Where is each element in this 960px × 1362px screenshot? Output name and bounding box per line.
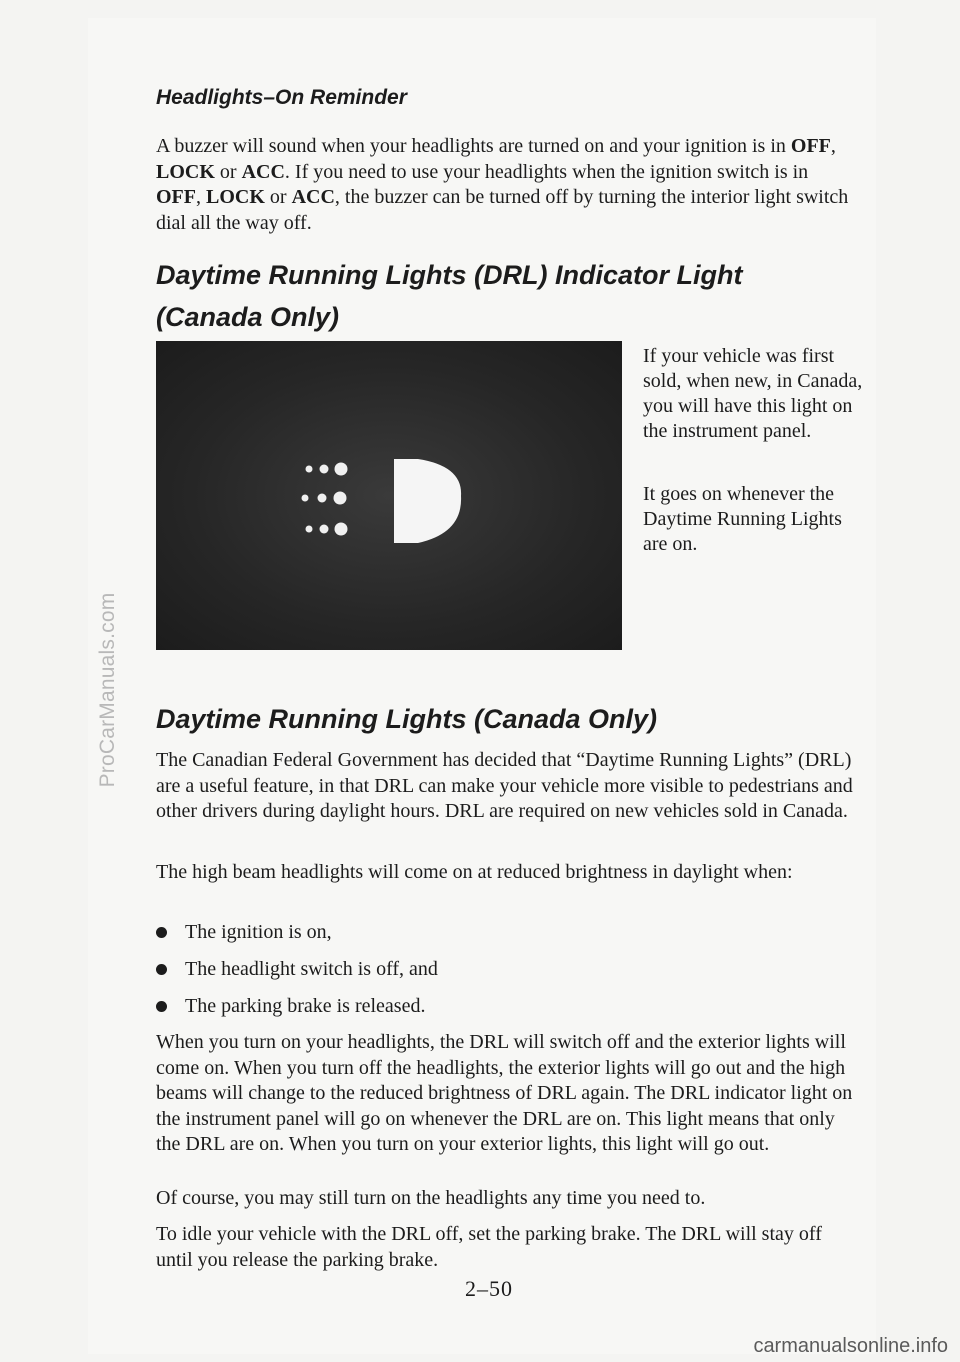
drl-indicator-icon <box>156 341 622 650</box>
drl-paragraph-5: To idle your vehicle with the DRL off, set the parking brake. The DRL will stay off until you release the parking brake. <box>156 1223 822 1271</box>
drl-paragraph-2: The high beam headlights will come on at reduced brightness in daylight when: <box>156 861 793 883</box>
drl-indicator-photo <box>156 341 622 650</box>
list-item: The parking brake is released. <box>156 994 836 1019</box>
page-number: 2–50 <box>465 1276 513 1301</box>
list-item: The headlight switch is off, and <box>156 957 836 982</box>
headlights-on-reminder-paragraph: A buzzer will sound when your headlights are turned on and your ignition is in OFF, LOCK or ACC. If you need to use your headlights when the ignition switch is in OFF, LOCK or ACC, the buzzer can be turned off by turning the interior light switch dial all the way off. <box>156 135 849 234</box>
bullet-icon <box>156 927 167 938</box>
drl-conditions-list <box>156 920 836 1031</box>
drl-paragraph-4: Of course, you may still turn on the headlights any time you need to. <box>156 1187 706 1209</box>
drl-indicator-side-paragraph-2: It goes on whenever the Daytime Running Lights are on. <box>643 483 842 555</box>
drl-indicator-side-paragraph-1: If your vehicle was first sold, when new, in Canada, you will have this light on the instrument panel. <box>643 345 863 442</box>
side-watermark: ProCarManuals.com <box>96 592 119 788</box>
drl-indicator-heading: Daytime Running Lights (DRL) Indicator Light (Canada Only) <box>156 260 743 332</box>
drl-paragraph-1: The Canadian Federal Government has decided that “Daytime Running Lights” (DRL) are a useful feature, in that DRL can make your vehicle more visible to pedestrians and other drivers during daylight hours. DRL are required on new vehicles sold in Canada. <box>156 749 853 822</box>
drl-heading: Daytime Running Lights (Canada Only) <box>156 704 658 734</box>
bottom-watermark: carmanualsonline.info <box>753 1335 948 1357</box>
headlights-on-reminder-heading: Headlights–On Reminder <box>156 86 407 109</box>
drl-paragraph-3: When you turn on your headlights, the DRL will switch off and the exterior lights will come on. When you turn off the headlights, the exterior lights will go out and the high beams will change to the reduced brightness of DRL again. The DRL indicator light on the instrument panel will go on whenever the DRL are on. This light means that only the DRL are on. When you turn on your exterior lights, this light will go out. <box>156 1031 853 1155</box>
bullet-icon <box>156 964 167 975</box>
bullet-icon <box>156 1001 167 1012</box>
list-item: The ignition is on, <box>156 920 836 945</box>
